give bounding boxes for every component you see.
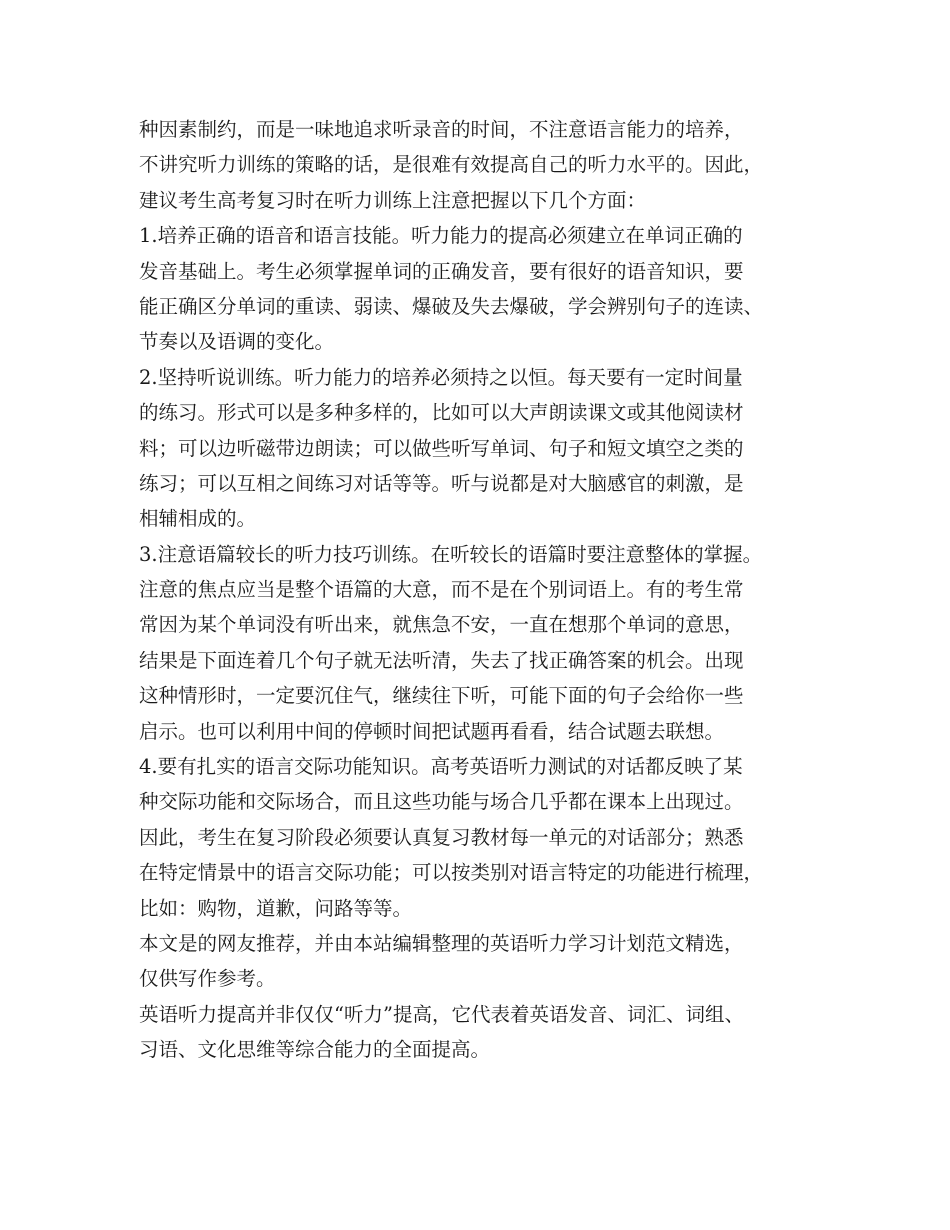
text-line: 节奏以及语调的变化。 [139, 330, 335, 354]
text-line: 注意的焦点应当是整个语篇的大意，而不是在个别词语上。有的考生常 [139, 578, 744, 602]
text-line: 本文是的网友推荐，并由本站编辑整理的英语听力学习计划范文精选， [139, 931, 744, 955]
text-line: 相辅相成的。 [139, 507, 257, 531]
text-line: 习语、文化思维等综合能力的全面提高。 [139, 1038, 491, 1062]
document-body [139, 112, 839, 1068]
text-line: 种交际功能和交际场合，而且这些功能与场合几乎都在课本上出现过。 [139, 790, 744, 814]
text-line: 4.要有扎实的语言交际功能知识。高考英语听力测试的对话都反映了某 [139, 755, 743, 779]
text-line: 能正确区分单词的重读、弱读、爆破及失去爆破，学会辨别句子的连读、 [139, 294, 764, 318]
text-line: 英语听力提高并非仅仅“听力”提高，它代表着英语发音、词汇、词组、 [139, 1002, 744, 1026]
text-line: 因此，考生在复习阶段必须要认真复习教材每一单元的对话部分；熟悉 [139, 825, 744, 849]
text-line: 3.注意语篇较长的听力技巧训练。在听较长的语篇时要注意整体的掌握。 [139, 542, 763, 566]
text-line: 的练习。形式可以是多种多样的，比如可以大声朗读课文或其他阅读材 [139, 401, 744, 425]
text-line: 仅供写作参考。 [139, 967, 276, 991]
text-line: 料；可以边听磁带边朗读；可以做些听写单词、句子和短文填空之类的 [139, 436, 744, 460]
text-line: 比如：购物，道歉，问路等等。 [139, 896, 413, 920]
text-line: 种因素制约，而是一味地追求听录音的时间，不注意语言能力的培养， [139, 118, 744, 141]
text-line: 发音基础上。考生必须掌握单词的正确发音，要有很好的语音知识，要 [139, 259, 744, 283]
text-line: 启示。也可以利用中间的停顿时间把试题再看看，结合试题去联想。 [139, 719, 725, 743]
text-line: 练习；可以互相之间练习对话等等。听与说都是对大脑感官的刺激，是 [139, 471, 744, 495]
text-line: 2.坚持听说训练。听力能力的培养必须持之以恒。每天要有一定时间量 [139, 365, 743, 389]
text-line: 不讲究听力训练的策略的话，是很难有效提高自己的听力水平的。因此， [139, 153, 764, 177]
text-line: 结果是下面连着几个句子就无法听清，失去了找正确答案的机会。出现 [139, 648, 744, 672]
text-line: 这种情形时，一定要沉住气，继续往下听，可能下面的句子会给你一些 [139, 684, 744, 708]
text-line: 建议考生高考复习时在听力训练上注意把握以下几个方面： [139, 188, 647, 212]
text-line: 常因为某个单词没有听出来，就焦急不安，一直在想那个单词的意思， [139, 613, 744, 637]
text-line: 在特定情景中的语言交际功能；可以按类别对语言特定的功能进行梳理， [139, 861, 764, 885]
text-line: 1.培养正确的语音和语言技能。听力能力的提高必须建立在单词正确的 [139, 224, 743, 248]
